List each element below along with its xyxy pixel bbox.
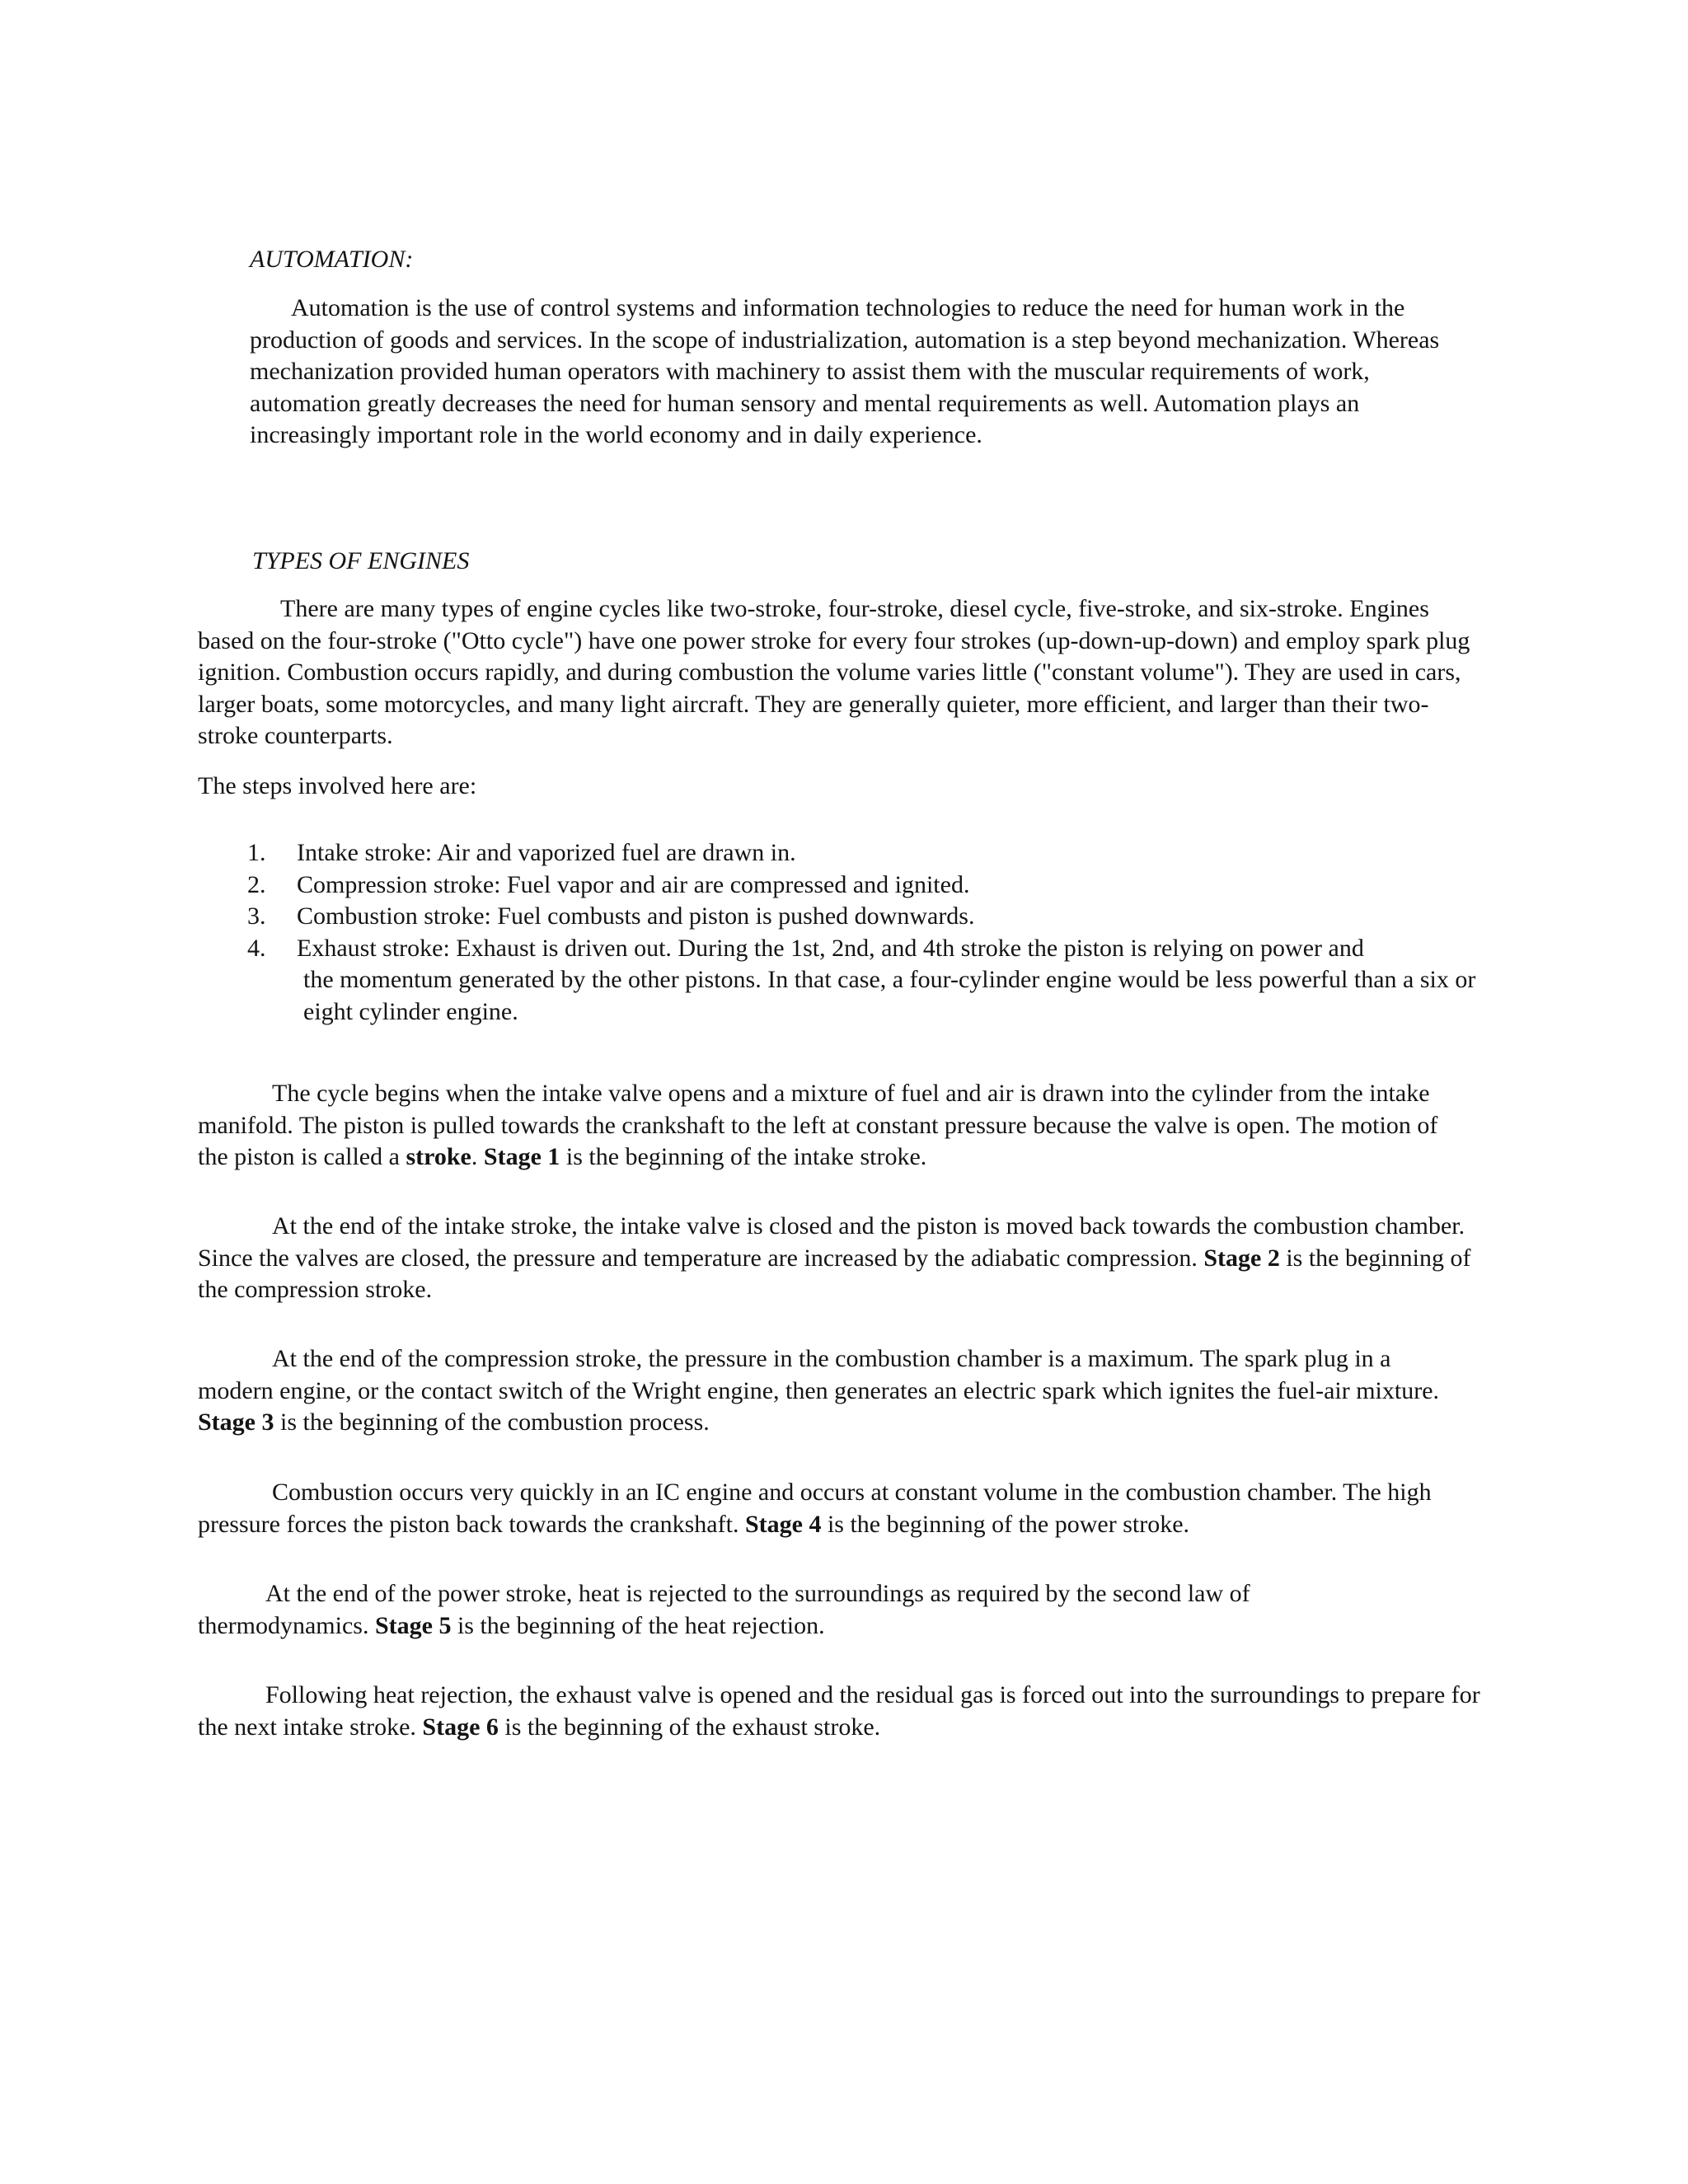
stage-2-label: Stage 2 [1203,1244,1280,1272]
stage-1-paragraph [198,1078,1471,1174]
engines-intro-paragraph: There are many types of engine cycles like two-stroke, four-stroke, diesel cycle, five-stroke, and six-stroke. Engines based on the four-stroke ("Otto cycle") have one power stroke for every four strokes (up-down-up-down) and employ spark plug ignition. Combustion occurs rapidly, and during combustion the volume varies little ("constant volume"). They are used in cars, larger boats, some motorcycles, and many light aircraft. They are generally quieter, more efficient, and larger than their two-stroke counterparts. [198,595,1470,749]
stage-4-label: Stage 4 [744,1510,822,1538]
stage-2-paragraph [198,1211,1471,1306]
list-item-number: 3. [247,902,266,930]
stage-3-label: Stage 3 [198,1408,274,1436]
automation-paragraph: Automation is the use of control systems and information technologies to reduce the need for human work in the production of goods and services. In the scope of industrialization, automation is a step beyond mechanization. Whereas mechanization provided human operators with machinery to assist them with the muscular requirements of work, automation greatly decreases the need for human sensory and mental requirements as well. Automation plays an increasingly important role in the world economy and in daily experience. [250,294,1440,448]
stage-6-tail: is the beginning of the exhaust stroke. [498,1713,881,1741]
list-item-text: Exhaust stroke: Exhaust is driven out. During the 1st, 2nd, and 4th stroke the piston is relying on power and [297,934,1364,962]
engines-heading: TYPES OF ENGINES [252,547,470,574]
stage-1-text: The cycle begins when the intake valve opens and a mixture of fuel and air is drawn into the cylinder from the intake manifold. The piston is pulled towards the crankshaft to the left at constant pressure because the valve is open. The motion of the piston is called a [198,1080,1438,1170]
stage-3-text: At the end of the compression stroke, the pressure in the combustion chamber is a maximum. The spark plug in a modern engine, or the contact switch of the Wright engine, then generates an electric spark which ignites the fuel-air mixture. [198,1345,1440,1404]
stage-5-tail: is the beginning of the heat rejection. [451,1611,825,1639]
stage-6-label: Stage 6 [422,1713,499,1741]
stage-1-label: Stage 1 [483,1143,560,1170]
stage-1-separator: . [471,1143,484,1170]
list-item-text: Intake stroke: Air and vaporized fuel are drawn in. [297,839,796,866]
list-item [247,869,1500,902]
stage-5-text: At the end of the power stroke, heat is rejected to the surroundings as required by the second law of thermodynamics. [198,1580,1250,1639]
list-item-number: 2. [247,870,266,898]
stage-4-paragraph [198,1477,1488,1540]
stage-6-text: Following heat rejection, the exhaust valve is opened and the residual gas is forced out into the surroundings to prepare for the next intake stroke. [198,1681,1480,1741]
stage-2-tail: is the beginning of the compression stroke. [198,1244,1471,1303]
stage-3-paragraph [198,1343,1471,1439]
steps-list [247,837,1500,1028]
stage-1-tail: is the beginning of the intake stroke. [560,1143,927,1170]
stage-4-tail: is the beginning of the power stroke. [821,1510,1190,1538]
stage-1-stroke-bold: stroke [406,1143,471,1170]
list-item-continuation: the momentum generated by the other pistons. In that case, a four-cylinder engine would be less powerful than a six or eight cylinder engine. [303,966,1476,1025]
stage-3-tail: is the beginning of the combustion process. [274,1408,710,1436]
automation-heading: AUTOMATION: [250,246,414,273]
stage-5-label: Stage 5 [374,1611,452,1639]
list-item [247,837,1500,869]
steps-intro: The steps involved here are: [198,772,477,799]
list-item-text: Combustion stroke: Fuel combusts and piston is pushed downwards. [297,902,975,930]
list-item [247,901,1500,933]
stage-2-text: At the end of the intake stroke, the intake valve is closed and the piston is moved back towards the combustion chamber. Since the valves are closed, the pressure and temperature are increased by the adiabatic compression. [198,1212,1465,1272]
list-item-number: 4. [247,934,266,962]
stage-6-paragraph [198,1680,1500,1743]
list-item-text: Compression stroke: Fuel vapor and air are compressed and ignited. [297,870,970,898]
list-item-number: 1. [247,839,266,866]
stage-4-text: Combustion occurs very quickly in an IC engine and occurs at constant volume in the combustion chamber. The high pressure forces the piston back towards the crankshaft. [198,1479,1432,1538]
list-item [247,933,1500,1029]
stage-5-paragraph [198,1578,1418,1642]
